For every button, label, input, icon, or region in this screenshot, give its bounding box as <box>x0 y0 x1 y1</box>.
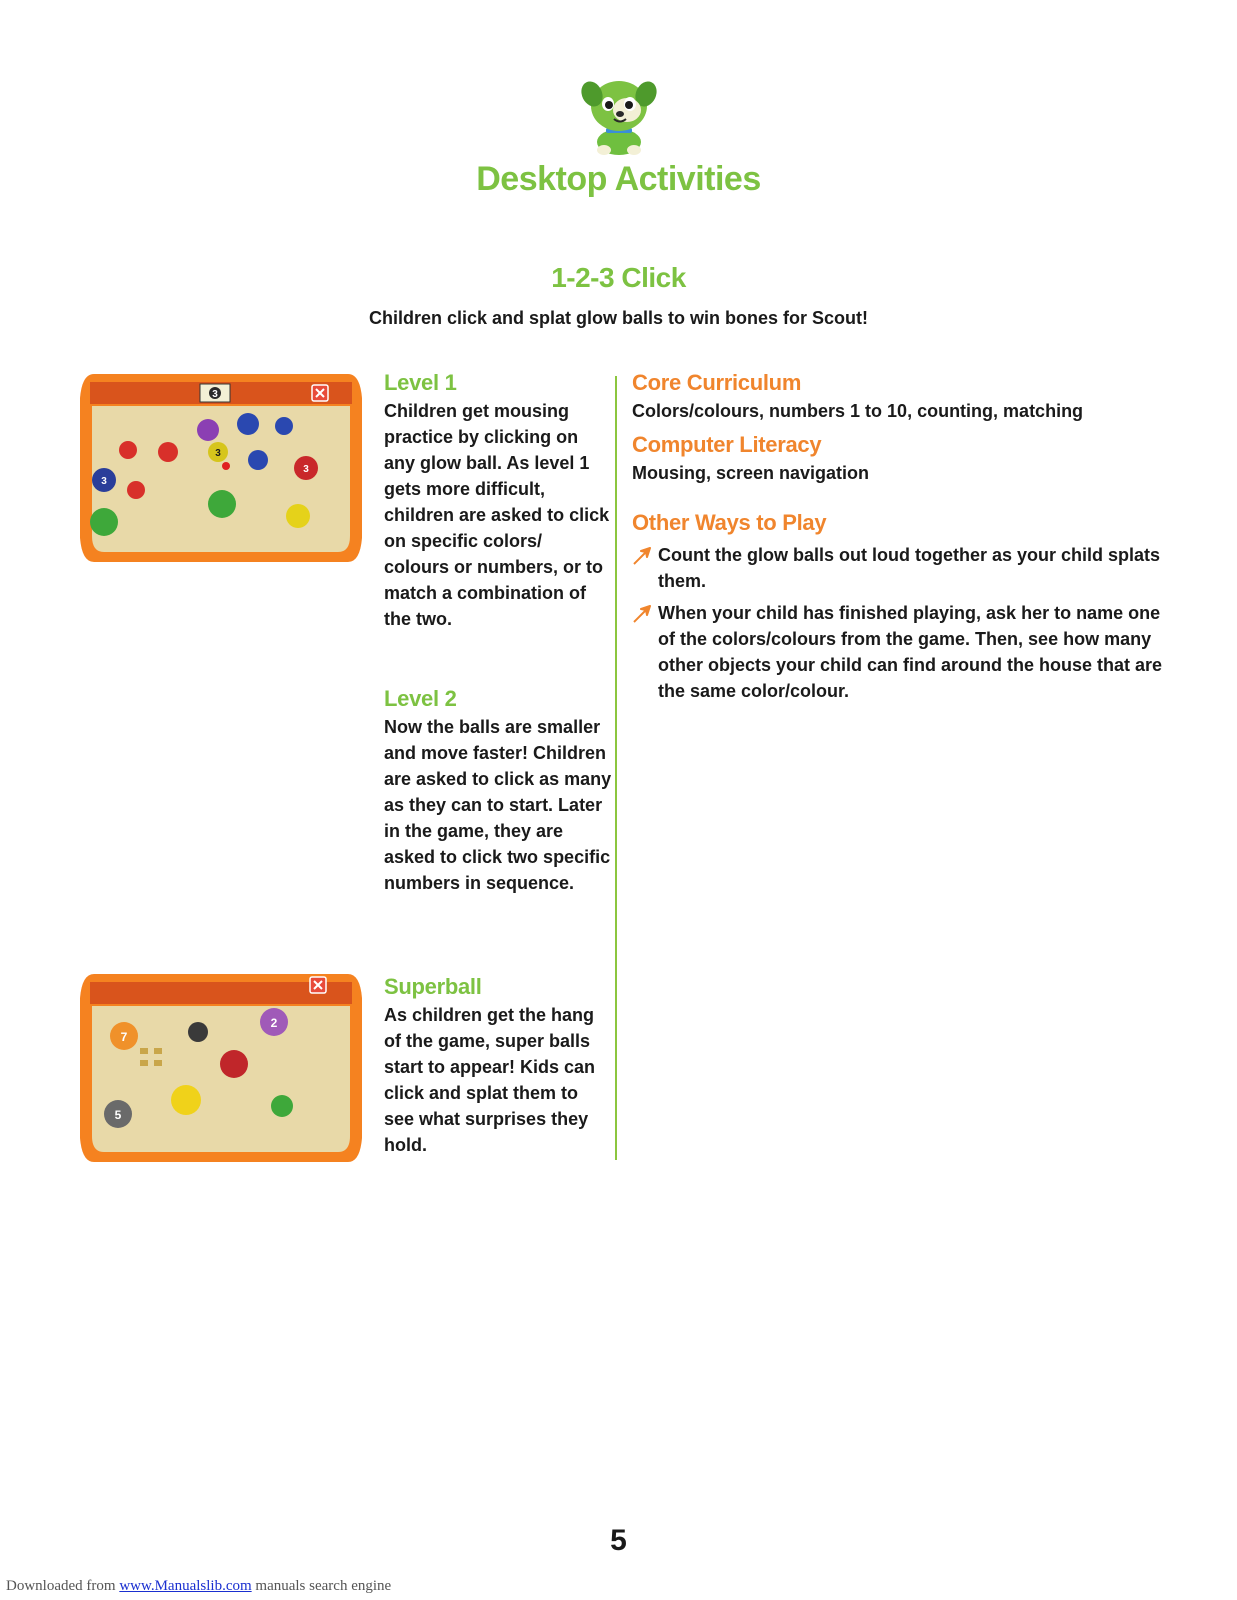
footer-prefix: Downloaded from <box>6 1578 120 1594</box>
list-item <box>632 542 1172 594</box>
ball-number: 5 <box>114 1108 122 1122</box>
activity-intro: Children click and splat glow balls to win bones for Scout! <box>368 308 869 328</box>
other-way-text: Count the glow balls out loud together as your child splats them. <box>658 545 1161 591</box>
level1-game-screenshot <box>76 368 366 568</box>
core-curriculum-section <box>632 370 1172 424</box>
ball-number: 3 <box>101 476 107 487</box>
ball-number: 3 <box>303 464 309 475</box>
arrow-bullet-icon <box>632 604 652 624</box>
level1-section <box>384 370 612 632</box>
superball-heading: Superball <box>384 974 482 999</box>
ball-number: 7 <box>120 1030 128 1044</box>
computer-literacy-section <box>632 432 1172 486</box>
footer <box>6 1578 391 1595</box>
superball-text: As children get the hang of the game, super balls start to appear! Kids can click and splat them to see what surprises they hold. <box>384 1005 596 1155</box>
level2-text: Now the balls are smaller and move faster! Children are asked to click as many as they can to start. Later in the game, they are asked to click two specific numbers in sequence. <box>384 717 612 893</box>
arrow-bullet-icon <box>632 546 652 566</box>
computer-literacy-heading: Computer Literacy <box>632 432 822 457</box>
counter-label: 3 <box>212 389 218 400</box>
footer-suffix: manuals search engine <box>251 1578 392 1594</box>
level2-heading: Level 2 <box>384 686 457 711</box>
activity-title: 1-2-3 Click <box>551 262 686 293</box>
other-way-text: When your child has finished playing, ask her to name one of the colors/colours from the game. Then, see how many other objects your child can find around the house that are the same color/colour. <box>658 603 1163 701</box>
other-ways-section <box>632 510 1172 704</box>
manualslib-link[interactable]: www.Manualslib.com <box>119 1578 252 1594</box>
level1-heading: Level 1 <box>384 370 457 395</box>
computer-literacy-text: Mousing, screen navigation <box>632 463 870 483</box>
level2-section <box>384 686 612 896</box>
list-item <box>632 600 1172 704</box>
superball-section <box>384 974 612 1158</box>
ball-number: 3 <box>215 448 221 459</box>
ball-number: 2 <box>270 1016 278 1030</box>
superball-game-screenshot <box>76 968 366 1168</box>
scout-mascot-icon <box>578 72 660 156</box>
column-divider <box>615 376 617 1160</box>
core-curriculum-heading: Core Curriculum <box>632 370 802 395</box>
core-curriculum-text: Colors/colours, numbers 1 to 10, counting, matching <box>632 401 1084 421</box>
page-number: 5 <box>610 1524 627 1557</box>
other-ways-heading: Other Ways to Play <box>632 510 827 535</box>
page-title: Desktop Activities <box>476 160 761 198</box>
level1-text: Children get mousing practice by clicking on any glow ball. As level 1 gets more difficult, children are asked to click on specific colors/ colours or numbers, or to match a combination of the two. <box>384 401 610 629</box>
